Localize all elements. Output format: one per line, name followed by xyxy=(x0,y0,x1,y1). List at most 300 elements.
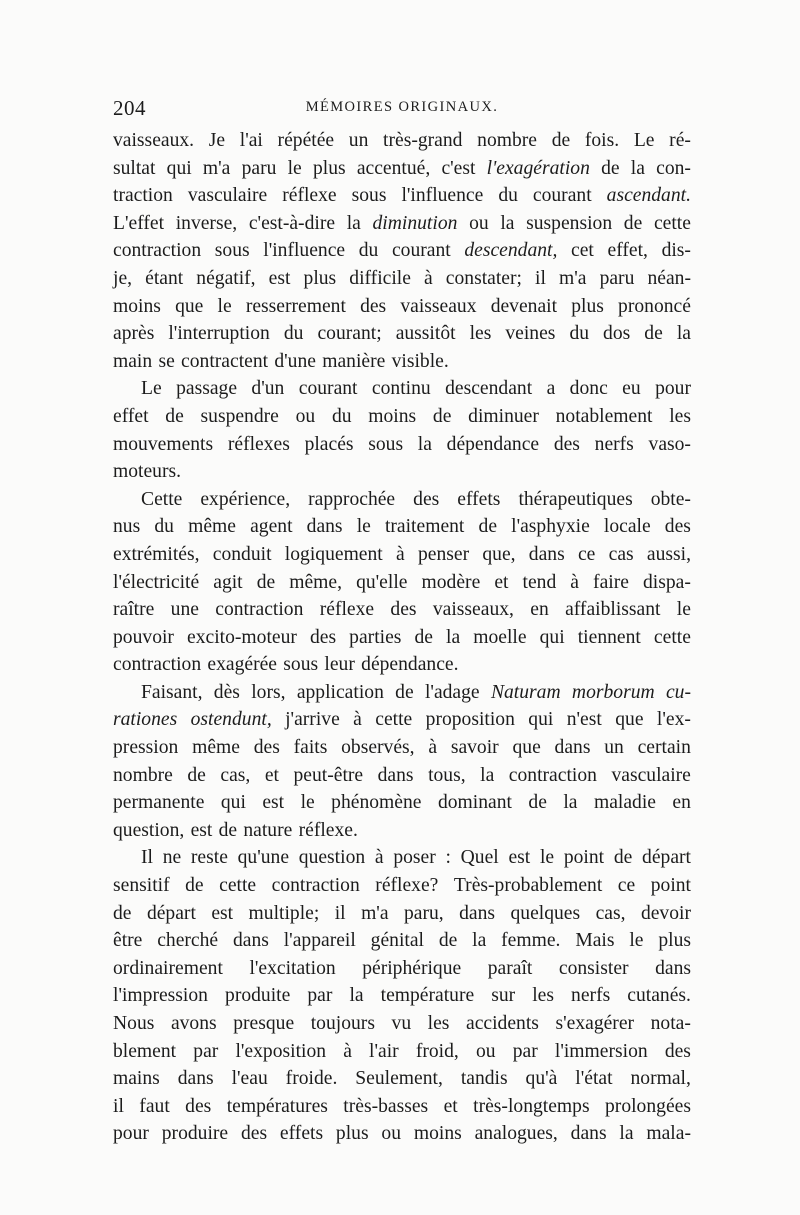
word: les xyxy=(669,405,691,427)
word: en xyxy=(672,792,691,814)
word: la xyxy=(472,930,487,952)
word: l'état xyxy=(575,1068,613,1090)
word: à xyxy=(374,847,384,869)
word: question xyxy=(298,847,366,869)
word: de xyxy=(623,212,643,234)
word: accidents xyxy=(466,1013,539,1034)
word: effet, xyxy=(607,240,648,262)
word: Seulement, xyxy=(355,1068,443,1090)
word: nombre xyxy=(113,764,173,786)
text-line xyxy=(113,844,691,872)
word: plus xyxy=(658,930,691,952)
word: est xyxy=(211,902,234,924)
word: le xyxy=(676,599,691,621)
word: sous xyxy=(351,185,387,207)
word: de xyxy=(165,405,184,427)
word: par xyxy=(193,1040,219,1062)
word: devenait xyxy=(490,295,558,317)
word: Je xyxy=(208,130,226,151)
word: qu'elle xyxy=(356,571,408,593)
word: effets xyxy=(279,1123,324,1145)
word: leur xyxy=(324,654,355,676)
text-line xyxy=(113,1010,691,1038)
word: il xyxy=(334,902,346,924)
word: vasculaire xyxy=(187,185,268,207)
word: de xyxy=(256,571,276,593)
word: n'est xyxy=(566,709,602,731)
word: nus xyxy=(113,516,141,538)
word: d'une xyxy=(274,350,316,372)
running-title: MÉMOIRES ORIGINAUX. xyxy=(305,99,499,115)
word: une xyxy=(170,599,199,621)
word: vaisseaux. xyxy=(113,130,195,151)
word: dans xyxy=(377,764,414,786)
word: à xyxy=(353,709,362,731)
word: dans xyxy=(655,957,691,979)
word: de xyxy=(218,819,238,841)
word: de xyxy=(113,902,132,924)
word: Le xyxy=(633,130,655,151)
word: dans xyxy=(306,516,343,538)
word: affaiblissant xyxy=(565,599,661,621)
word: moins xyxy=(413,1123,462,1145)
word: cette xyxy=(375,709,413,731)
word: l'électricité xyxy=(113,571,200,593)
word: blement xyxy=(113,1040,177,1062)
word: sultat xyxy=(113,157,156,179)
word: des xyxy=(413,488,440,510)
word: rapprochée xyxy=(308,488,396,510)
word: est xyxy=(268,267,291,289)
text-line xyxy=(113,872,691,900)
word: le xyxy=(217,295,232,317)
word: cette xyxy=(219,875,257,897)
word: analogues, xyxy=(474,1123,558,1145)
word: et xyxy=(264,764,279,786)
word: vaisseaux, xyxy=(432,599,514,621)
word: L'effet xyxy=(113,212,165,234)
word: normal, xyxy=(630,1068,691,1090)
word: l'adage xyxy=(424,681,480,703)
word: Le xyxy=(141,378,162,400)
word: ordinairement xyxy=(113,957,223,979)
word: réflexe xyxy=(319,599,375,621)
word: cherché xyxy=(157,930,219,952)
word: et xyxy=(443,1095,458,1117)
word: à xyxy=(428,737,438,759)
word: paru xyxy=(241,157,277,179)
word: aussitôt xyxy=(395,323,456,345)
word: effets xyxy=(457,488,501,510)
word: ce xyxy=(577,543,596,565)
word: vu xyxy=(391,1013,412,1034)
word: ne xyxy=(162,847,182,869)
word: raître xyxy=(113,599,155,621)
word: en xyxy=(530,599,549,621)
word: nota- xyxy=(650,1013,691,1034)
word: du xyxy=(569,323,590,345)
word: a xyxy=(546,378,556,400)
word: l'impression xyxy=(113,985,208,1007)
word: traction xyxy=(113,185,173,207)
word: toujours xyxy=(310,1013,375,1034)
word: Naturam xyxy=(490,681,561,703)
word: proposition xyxy=(425,709,515,731)
text-line xyxy=(113,320,691,348)
word: ou xyxy=(469,212,489,234)
text-line xyxy=(113,706,691,734)
word: qu'à xyxy=(525,1068,558,1090)
word: très-grand xyxy=(383,130,463,151)
word: point xyxy=(563,847,605,869)
word: génital xyxy=(370,930,424,952)
word: s'exagérer xyxy=(555,1013,635,1034)
word: à xyxy=(343,1040,352,1062)
word: penser xyxy=(417,543,470,565)
word: cette xyxy=(653,212,691,234)
word: descendant xyxy=(445,378,533,400)
word: l'excitation xyxy=(249,957,336,979)
word: la xyxy=(346,212,361,234)
word: ou xyxy=(381,1123,402,1145)
word: la xyxy=(446,626,461,648)
word: consister xyxy=(558,957,629,979)
word: des xyxy=(664,516,691,538)
word: contraction xyxy=(271,875,360,897)
word: sous xyxy=(214,240,250,262)
word: températures xyxy=(226,1095,328,1117)
word: traitement xyxy=(384,516,465,538)
word: cas, xyxy=(220,764,251,786)
word: dès xyxy=(213,681,240,703)
word: qui xyxy=(528,709,554,731)
word: les xyxy=(532,985,554,1007)
word: courant xyxy=(532,185,592,207)
word: morborum xyxy=(571,681,655,703)
word: de xyxy=(185,875,204,897)
word: même, xyxy=(289,571,343,593)
word: dans xyxy=(459,902,496,924)
word: prononcé xyxy=(618,295,691,317)
word: des xyxy=(553,433,580,455)
word: l'ai xyxy=(239,130,263,151)
word: des xyxy=(390,599,417,621)
word: moins xyxy=(368,405,417,427)
word: moins xyxy=(113,295,161,317)
word: réflexe xyxy=(282,185,337,207)
word: fois. xyxy=(584,130,620,151)
word: l'immersion xyxy=(554,1040,648,1062)
word: la xyxy=(630,157,645,179)
word: pour xyxy=(655,378,691,400)
word: de xyxy=(613,847,633,869)
word: dispa- xyxy=(642,571,691,593)
text-line xyxy=(113,403,691,431)
word: m'a xyxy=(202,157,231,179)
word: il xyxy=(113,1095,124,1117)
word: peut-être xyxy=(293,764,364,786)
word: les xyxy=(469,323,492,345)
word: départ xyxy=(642,847,691,869)
word: Il xyxy=(141,847,153,869)
word: pouvoir xyxy=(113,626,174,648)
word: Mais xyxy=(575,930,615,952)
word: est xyxy=(508,847,531,869)
word: il xyxy=(535,267,546,289)
word: sur xyxy=(491,985,516,1007)
word: l'appareil xyxy=(283,930,356,952)
word: aussi, xyxy=(646,543,691,565)
word: diminution xyxy=(372,212,458,234)
word: permanente xyxy=(113,792,205,814)
word: pour xyxy=(113,1123,149,1145)
word: de xyxy=(187,764,206,786)
word: le xyxy=(287,157,302,179)
text-line xyxy=(113,789,691,817)
word: d'un xyxy=(251,378,285,400)
text-line xyxy=(113,596,691,624)
word: multiple; xyxy=(248,902,320,924)
word: mala- xyxy=(646,1123,691,1145)
word: la xyxy=(619,1123,634,1145)
word: ou xyxy=(475,1040,496,1062)
word: réflexe? xyxy=(375,875,439,897)
word: courant xyxy=(391,240,451,262)
word: rationes xyxy=(113,709,178,731)
word: même xyxy=(192,737,240,759)
word: logiquement xyxy=(284,543,383,565)
word: produite xyxy=(225,985,291,1007)
word: paru xyxy=(599,267,635,289)
text-line xyxy=(113,1038,691,1066)
text-line xyxy=(113,1120,691,1148)
word: observés, xyxy=(341,737,415,759)
word: l'eau xyxy=(231,1068,268,1090)
word: est xyxy=(262,792,285,814)
word: visible. xyxy=(391,350,449,372)
word: un xyxy=(348,130,369,151)
word: négatif, xyxy=(196,267,256,289)
text-line xyxy=(113,762,691,790)
word: agent xyxy=(250,516,293,538)
word: m'a xyxy=(361,902,389,924)
word: contraction xyxy=(508,764,597,786)
word: mains xyxy=(113,1068,160,1090)
text-line xyxy=(113,293,691,321)
word: contractent xyxy=(181,350,269,372)
word: maladie xyxy=(593,792,656,814)
word: dans xyxy=(570,1123,607,1145)
text-line xyxy=(113,927,691,955)
page-number: 204 xyxy=(113,96,146,120)
word: le xyxy=(629,930,644,952)
word: suspendre xyxy=(200,405,279,427)
word: j'arrive xyxy=(285,709,340,731)
word: manière xyxy=(322,350,386,372)
body-text xyxy=(113,127,691,1148)
word: de xyxy=(414,626,433,648)
word: femme. xyxy=(501,930,561,952)
word: que xyxy=(512,737,541,759)
word: dis- xyxy=(661,240,691,262)
word: l'influence xyxy=(401,185,484,207)
word: produire xyxy=(161,1123,229,1145)
word: continu xyxy=(371,378,431,400)
word: question, xyxy=(113,819,185,841)
word: très-basses xyxy=(343,1095,429,1117)
word: exagérée xyxy=(207,654,278,676)
word: être xyxy=(113,930,143,952)
word: constater; xyxy=(445,267,522,289)
word: devoir xyxy=(640,902,691,924)
word: qui xyxy=(539,626,565,648)
word: thérapeutiques xyxy=(518,488,633,510)
word: ou xyxy=(295,405,316,427)
word: la xyxy=(500,212,515,234)
word: froide. xyxy=(285,1068,338,1090)
word: m'a xyxy=(559,267,587,289)
text-line xyxy=(113,900,691,928)
word: de xyxy=(432,405,452,427)
word: la xyxy=(563,792,578,814)
word: l'exposition xyxy=(235,1040,327,1062)
word: des xyxy=(185,1095,212,1117)
word: moelle xyxy=(473,626,527,648)
word: placés xyxy=(304,433,354,455)
word: que xyxy=(615,709,644,731)
page-header xyxy=(113,96,691,120)
word: le xyxy=(300,792,315,814)
word: après xyxy=(113,323,155,345)
word: contraction xyxy=(215,599,304,621)
word: vasculaire xyxy=(611,764,691,786)
word: qui xyxy=(220,792,246,814)
text-line xyxy=(113,210,691,238)
word: : xyxy=(445,847,451,869)
text-line xyxy=(113,541,691,569)
word: l'interruption xyxy=(168,323,270,345)
text-line xyxy=(113,651,691,679)
word: nerfs xyxy=(594,433,634,455)
word: qu'une xyxy=(237,847,290,869)
word: modère xyxy=(421,571,481,593)
word: sensitif xyxy=(113,875,170,897)
word: paraît xyxy=(487,957,533,979)
word: plus xyxy=(303,267,337,289)
word: courant xyxy=(298,378,358,400)
word: réflexe. xyxy=(298,819,358,841)
text-line xyxy=(113,1065,691,1093)
word: froid, xyxy=(415,1040,459,1062)
word: difficile xyxy=(349,267,411,289)
word: mouvements xyxy=(113,433,214,455)
text-line xyxy=(113,955,691,983)
word: des xyxy=(664,1040,691,1062)
word: courant; xyxy=(317,323,382,345)
text-line xyxy=(113,513,691,541)
word: descendant, xyxy=(464,240,558,262)
word: notablement xyxy=(555,405,653,427)
word: du xyxy=(283,323,304,345)
word: extrémités, xyxy=(113,543,200,565)
text-line xyxy=(113,458,691,486)
text-line xyxy=(113,375,691,403)
word: sous xyxy=(283,654,319,676)
word: des xyxy=(253,737,280,759)
word: du xyxy=(358,240,379,262)
word: Cette xyxy=(141,488,183,510)
word: le xyxy=(356,516,371,538)
word: donc xyxy=(569,378,608,400)
word: ostendunt, xyxy=(190,709,272,731)
word: des xyxy=(360,295,387,317)
text-line xyxy=(113,1093,691,1121)
word: obte- xyxy=(650,488,691,510)
word: poser xyxy=(393,847,436,869)
word: cu- xyxy=(665,681,691,703)
word: Quel xyxy=(460,847,499,869)
word: l'asphyxie xyxy=(511,516,590,538)
word: dépendance. xyxy=(361,654,459,676)
word: plus xyxy=(312,157,346,179)
word: du xyxy=(498,185,518,207)
word: moteurs. xyxy=(113,461,182,483)
word: Faisant, xyxy=(141,681,203,703)
word: accentué, xyxy=(356,157,431,179)
word: du xyxy=(154,516,174,538)
word: tandis xyxy=(460,1068,508,1090)
word: parties xyxy=(349,626,402,648)
word: de xyxy=(644,323,663,345)
word: savoir xyxy=(450,737,499,759)
word: par xyxy=(307,985,333,1007)
word: c'est-à-dire xyxy=(248,212,336,234)
text-line xyxy=(113,817,691,845)
word: la xyxy=(349,985,364,1007)
word: vaso- xyxy=(648,433,691,455)
word: dépendance xyxy=(446,433,540,455)
word: prolongées xyxy=(605,1095,691,1117)
word: veines xyxy=(505,323,556,345)
word: ce xyxy=(617,875,636,897)
word: nerfs xyxy=(571,985,611,1007)
word: l'exagération xyxy=(486,157,590,179)
word: avons xyxy=(170,1013,217,1034)
word: à xyxy=(424,267,433,289)
word: lors, xyxy=(251,681,286,703)
word: cas xyxy=(608,543,634,565)
text-line xyxy=(113,237,691,265)
word: nature xyxy=(243,819,293,841)
word: des xyxy=(240,1123,268,1145)
word: réflexes xyxy=(227,433,290,455)
word: diminuer xyxy=(468,405,539,427)
word: de xyxy=(478,516,498,538)
text-line xyxy=(113,486,691,514)
word: phénomène xyxy=(331,792,422,814)
word: par xyxy=(512,1040,538,1062)
word: dans xyxy=(528,543,565,565)
word: eu xyxy=(622,378,641,400)
word: main xyxy=(113,350,153,372)
text-line xyxy=(113,182,691,210)
word: contraction xyxy=(113,654,202,676)
word: dos xyxy=(603,323,631,345)
word: l'air xyxy=(369,1040,399,1062)
word: l'ex- xyxy=(656,709,691,731)
word: conduit xyxy=(212,543,272,565)
word: dans xyxy=(232,930,269,952)
